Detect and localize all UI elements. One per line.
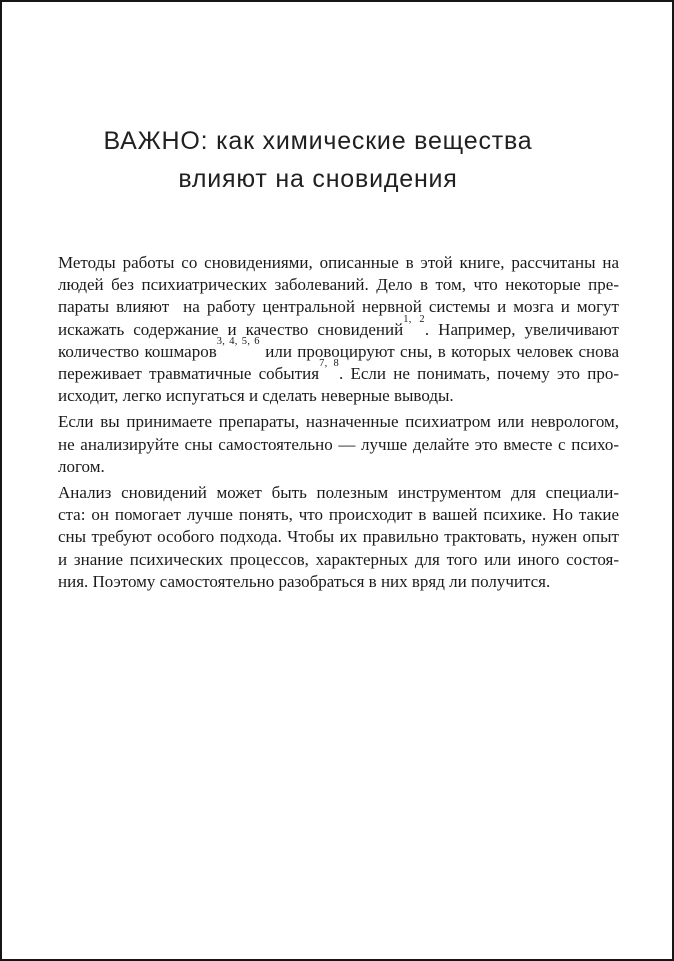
text-line (58, 526, 619, 548)
chapter-title (2, 122, 672, 198)
text-run: Если вы принимаете препараты, назначенные психиатром или неврологом, (58, 412, 619, 432)
text-line (58, 456, 619, 478)
body-text (58, 252, 619, 597)
text-run: . Если не понимать, почему это про- (339, 364, 620, 384)
text-run: количество кошмаров (58, 341, 217, 361)
text-line (58, 358, 620, 385)
text-line (58, 504, 619, 526)
text-run: Анализ сновидений может быть полезным инструментом для специали- (58, 483, 619, 503)
text-run: ния. Поэтому самостоятельно разобраться в них вряд ли получится. (58, 571, 551, 591)
text-run: сны требуют особого подхода. Чтобы их правильно трактовать, нужен опыт (58, 527, 619, 547)
footnote-reference: 7, 8 (319, 358, 340, 370)
text-run: и знание психических процессов, характерных для того или иного состоя- (58, 549, 619, 569)
text-line (58, 434, 619, 456)
paragraph (58, 252, 619, 407)
text-line (58, 313, 619, 341)
text-run: Методы работы со сновидениями, описанные в этой книге, рассчитаны на (58, 253, 619, 272)
text-run: искажать содержание и качество сновидений (58, 319, 404, 339)
text-run: не анализируйте сны самостоятельно — лучше делайте это вместе с психо- (58, 434, 619, 454)
footnote-reference: 1, 2 (403, 313, 425, 325)
text-line (58, 571, 619, 593)
text-run: . Например, увеличивают (424, 319, 619, 339)
text-run: людей без психиатрических заболеваний. Дело в том, что некоторые пре- (58, 275, 619, 295)
text-run: исходит, легко испугаться и сделать неверные выводы. (58, 386, 454, 406)
text-run: переживает травматичные события (58, 364, 320, 384)
footnote-reference: 3, 4, 5, 6 (216, 336, 260, 348)
text-run: параты влияют на работу центральной нервной системы и мозга и могут (58, 297, 619, 317)
paragraph (58, 482, 619, 593)
chapter-title-line2: влияют на сновидения (178, 165, 458, 193)
chapter-title-line1: ВАЖНО: как химические вещества (103, 127, 533, 155)
text-line (58, 411, 619, 433)
text-run: логом. (58, 456, 105, 476)
text-line (58, 549, 619, 571)
text-line (58, 296, 619, 318)
text-line (58, 252, 619, 274)
text-line (58, 274, 619, 296)
text-line (58, 385, 619, 407)
text-line (58, 482, 619, 504)
text-run: ста: он помогает лучше понять, что происходит в вашей психике. Но такие (58, 505, 619, 525)
paragraph (58, 411, 619, 478)
text-run: или провоцируют сны, в которых человек снова (259, 341, 619, 361)
